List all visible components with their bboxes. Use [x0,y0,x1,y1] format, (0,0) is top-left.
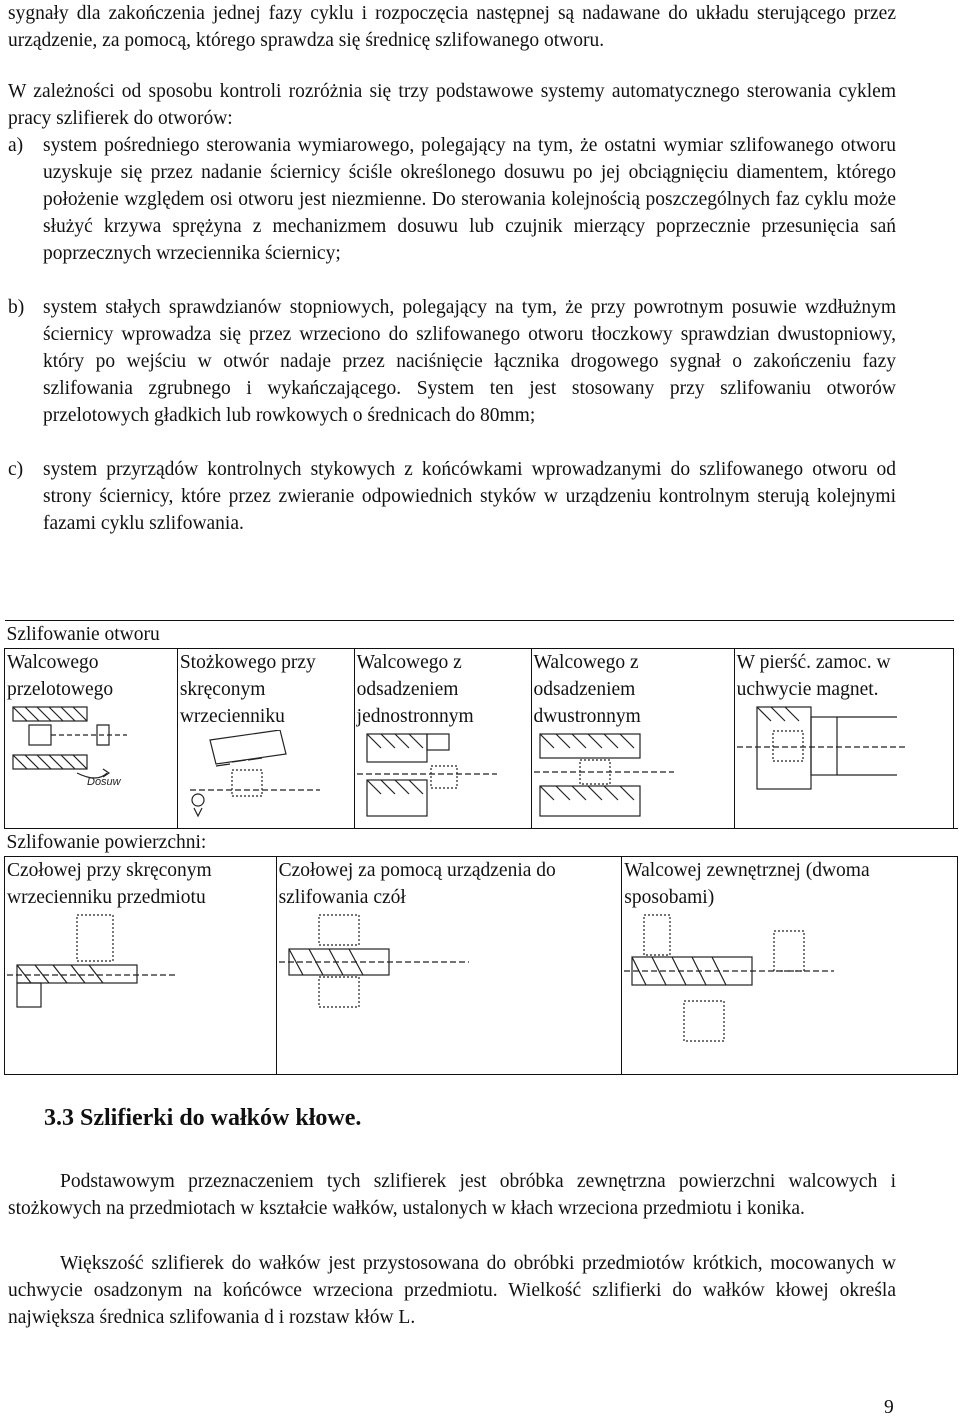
column-label: Czołowej przy skręconym wrzecienniku przedmiotu [7,860,212,908]
through-bore-figure [7,703,157,789]
top-paragraph: sygnały dla zakończenia jednej fazy cyklu i rozpoczęcia następnej są nadawane do układu sterującego przez urządzenie, za pomocą, którego sprawdza się średnicę szlifowanego otworu. [8,3,896,51]
column-label: W pierść. zamoc. w uchwycie magnet. [736,652,891,700]
list-text: system pośredniego sterowania wymiarowego, polegający na tym, że ostatni wymiar szlifowanego otworu uzyskuje się przez nadanie ściernicy ściśle określonego dosuwu po jej obciągnięciu diamentem, którego położenie względem osi otworu jest niezmienne. Do sterowania kolejnością poszczególnych faz cyklu może służyć krzywa sprężyna z mechanizmem dosuwu lub czujnik mierzący poprzecznie przesunięcia sań poprzecznych wrzeciennika ściernicy; [43,135,896,264]
magnetic-chuck-figure [737,703,917,793]
section-paragraph-1: Podstawowym przeznaczeniem tych szlifierek jest obróbka zewnętrzna powierzchni walcowych i stożkowych na przedmiotach w kształcie wałków, ustalonych w kłach wrzeciona przedmiotu i konika. [8,1171,896,1219]
table-cell [5,857,277,1075]
column-label: Walcowego z odsadzeniem jednostronnym [356,652,474,727]
intro-paragraph: W zależności od sposobu kontroli rozróżnia się trzy podstawowe systemy automatycznego sterowania cyklem pracy szlifierek do otworów: [8,81,896,129]
table-title: Szlifowanie powierzchni: [5,829,958,857]
column-label: Czołowej za pomocą urządzenia do szlifowania czół [278,860,556,908]
section-heading: 3.3 Szlifierki do wałków kłowe. [44,1105,362,1131]
table-cell [5,649,178,829]
table-cell [354,649,531,829]
face-device-figure [279,911,479,1021]
column-label: Walcowego z odsadzeniem dwustronnym [533,652,641,727]
taper-bore-figure [180,730,330,820]
list-item-a [8,132,896,267]
list-item-b [8,294,896,429]
table-bore-grinding [4,620,954,829]
table-title: Szlifowanie otworu [5,621,954,649]
table-face-grinding [4,828,958,1075]
list-item-c [8,456,896,537]
table-cell [276,857,622,1075]
face-skewed-figure [7,911,187,1011]
section-paragraph-2: Większość szlifierek do wałków jest przystosowana do obróbki przedmiotów krótkich, mocowanych w uchwycie osadzonym na końcówce wrzeciona przedmiotu. Wielkość szlifierki do wałków kłowej określa największa średnica szlifowania d i rozstaw kłów L. [8,1253,896,1328]
table-cell [734,649,953,829]
list-marker: b) [8,297,25,318]
list-marker: a) [8,135,24,156]
list-text: system stałych sprawdzianów stopniowych, polegający na tym, że przy powrotnym posuwie wzdłużnym ściernicy wprowadza się przez wrzeciono do szlifowanego otworu tłoczkowy sprawdzian dwustopniowy, który po wejściu w otwór nadaje przez naciśnięcie łącznika drogowego sygnał o zakończeniu fazy szlifowania zgrubnego i wykańczającego. System ten jest stosowany przy szlifowaniu otworów przelotowych gładkich lub rowkowych o średnicach do 80mm; [43,297,896,426]
external-cylindrical-figure [624,911,844,1051]
list-text: system przyrządów kontrolnych stykowych z końcówkami wprowadzanymi do szlifowanego otworu od strony ściernicy, które przez zwieranie odpowiednich styków w urządzeniu kontrolnym sterują kolejnymi fazami cyklu szlifowania. [43,459,896,534]
table-cell [177,649,354,829]
double-shoulder-figure [534,730,684,820]
feed-label: Dosuw [87,776,121,788]
column-label: Walcowego przelotowego [7,652,114,700]
page-number: 9 [884,1397,894,1418]
column-label: Walcowej zewnętrznej (dwoma sposobami) [624,860,870,908]
table-cell [531,649,734,829]
column-label: Stożkowego przy skręconym wrzecienniku [179,652,316,727]
single-shoulder-figure [357,730,507,820]
table-cell [622,857,958,1075]
list-marker: c) [8,459,24,480]
